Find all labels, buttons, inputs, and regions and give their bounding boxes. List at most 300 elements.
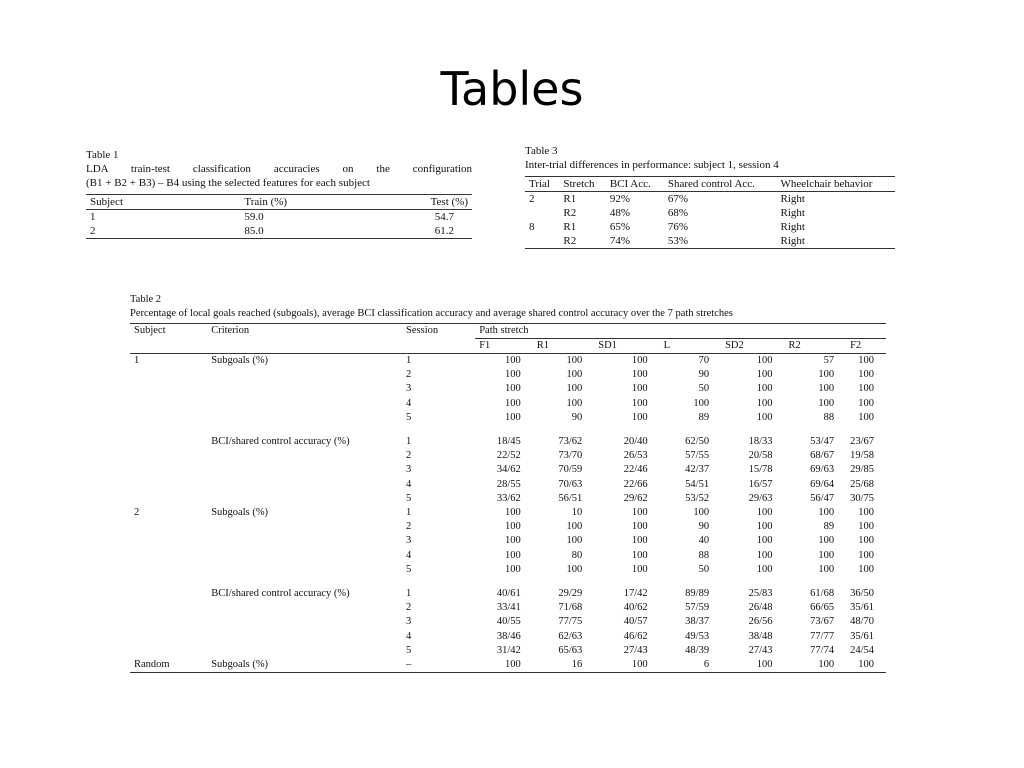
table-cell: 100 <box>858 659 874 671</box>
table-cell: 68% <box>667 207 689 219</box>
table-cell: 69/63 <box>810 464 835 476</box>
table-cell <box>207 397 402 411</box>
table-cell: 100 <box>631 369 648 381</box>
table-cell: 100 <box>631 411 648 423</box>
table-cell: Right <box>780 235 805 247</box>
table-cell: 100 <box>566 369 583 381</box>
table-cell: 40 <box>698 535 710 547</box>
table-cell: 27/43 <box>748 644 773 656</box>
table-cell: Right <box>780 207 805 219</box>
table-cell: 57/59 <box>685 602 710 614</box>
table-cell <box>207 563 402 577</box>
table-cell: 33/41 <box>496 602 521 614</box>
table-cell: 77/74 <box>810 644 835 656</box>
table-cell: 100 <box>631 383 648 395</box>
table-3-caption: Inter-trial differences in performance: subject 1, session 4 <box>525 159 779 171</box>
table-cell: 4 <box>406 630 412 642</box>
table-cell: 73/70 <box>558 450 583 462</box>
table-row <box>130 478 886 492</box>
table-2-stretch-header: SD1 <box>598 340 617 351</box>
table-cell: 23/67 <box>850 436 874 448</box>
table-cell: R1 <box>563 193 577 205</box>
table-cell: 15/78 <box>748 464 773 476</box>
table-cell: 62/63 <box>558 630 583 642</box>
table-cell: 100 <box>505 507 521 519</box>
table-row <box>130 506 886 520</box>
table-cell: 100 <box>818 549 835 561</box>
table-3-header: Shared control Acc. <box>667 178 755 190</box>
table-row <box>130 368 886 382</box>
table-cell: 61.2 <box>434 225 454 237</box>
table-cell: 100 <box>505 563 521 575</box>
table-cell: 4 <box>406 478 412 490</box>
table-cell: 100 <box>631 563 648 575</box>
table-row <box>130 534 886 548</box>
table-cell <box>207 368 402 382</box>
table-2-header: Subject <box>134 325 166 337</box>
table-cell <box>130 435 207 449</box>
table-cell <box>130 397 207 411</box>
table-cell: 19/58 <box>850 450 874 462</box>
table-cell: 3 <box>406 383 412 395</box>
table-cell: 22/52 <box>496 450 521 462</box>
table-row <box>130 658 886 673</box>
table-3-header-row <box>525 177 895 192</box>
table-cell: 80 <box>571 549 583 561</box>
table-cell: BCI/shared control accuracy (%) <box>211 436 350 448</box>
table-cell: Random <box>134 659 170 671</box>
table-cell: 100 <box>858 411 874 423</box>
table-cell: 42/37 <box>685 464 710 476</box>
table-cell <box>130 601 207 615</box>
table-cell: 100 <box>505 383 521 395</box>
table-cell: 85.0 <box>244 225 264 237</box>
table-2-stretch-header: R2 <box>788 340 801 351</box>
table-cell: 100 <box>756 369 773 381</box>
table-cell: 24/54 <box>850 644 874 656</box>
table-cell: 38/48 <box>748 630 773 642</box>
table-row <box>130 449 886 463</box>
table-cell: 1 <box>406 355 412 366</box>
table-2-header: Criterion <box>211 325 250 337</box>
table-row <box>130 382 886 396</box>
table-cell <box>207 478 402 492</box>
table-cell <box>130 382 207 396</box>
table-row <box>86 210 472 225</box>
table-2-caption: Percentage of local goals reached (subgoals), average BCI classification accuracy and average shared control accuracy over the 7 path stretches <box>130 308 733 319</box>
table-cell: 100 <box>756 507 773 519</box>
table-cell: 53/47 <box>810 436 835 448</box>
table-cell: 34/62 <box>496 464 521 476</box>
table-row <box>130 615 886 629</box>
table-cell <box>130 463 207 477</box>
table-cell: 54.7 <box>434 211 454 223</box>
table-cell <box>130 411 207 425</box>
table-cell: 100 <box>756 397 773 409</box>
table-cell: BCI/shared control accuracy (%) <box>211 588 350 600</box>
table-cell <box>207 382 402 396</box>
table-cell <box>207 615 402 629</box>
table-cell: 100 <box>505 369 521 381</box>
table-cell: 5 <box>406 411 412 423</box>
table-cell: 65% <box>609 221 630 233</box>
table-3-header: Wheelchair behavior <box>780 178 873 190</box>
table-cell: 6 <box>703 659 710 671</box>
table-cell: 40/61 <box>496 588 521 600</box>
table-cell: 92% <box>609 193 630 205</box>
table-cell: 100 <box>818 507 835 519</box>
table-cell: 40/62 <box>623 602 648 614</box>
table-cell <box>130 520 207 534</box>
table-cell: 100 <box>818 369 835 381</box>
table-cell: 36/50 <box>850 588 874 600</box>
table-row <box>130 644 886 658</box>
table-cell: 89 <box>698 411 710 423</box>
table-cell: 90 <box>571 411 583 423</box>
table-cell: 27/43 <box>623 644 648 656</box>
table-cell: 100 <box>566 383 583 395</box>
table-row <box>525 220 895 234</box>
table-cell: 25/83 <box>748 588 773 600</box>
table-cell <box>525 234 559 249</box>
table-cell: 59.0 <box>244 211 264 223</box>
table-cell: 100 <box>756 535 773 547</box>
table-cell: 100 <box>756 355 773 366</box>
table-1-header-row <box>86 195 472 210</box>
table-cell: R1 <box>563 221 577 233</box>
table-3-header: Trial <box>529 178 550 190</box>
table-cell <box>207 601 402 615</box>
table-cell: 29/85 <box>850 464 874 476</box>
table-cell: 100 <box>818 659 835 671</box>
table-cell: 3 <box>406 464 412 476</box>
table-cell: Right <box>780 193 805 205</box>
table-cell: 35/61 <box>850 630 874 642</box>
table-row <box>130 435 886 449</box>
table-cell: 3 <box>406 616 412 628</box>
table-cell: 18/33 <box>748 436 773 448</box>
table-cell: 3 <box>406 535 412 547</box>
table-cell: 100 <box>631 521 648 533</box>
table-1-caption-line2: (B1 + B2 + B3) – B4 using the selected features for each subject <box>86 177 370 189</box>
table-cell: 100 <box>566 521 583 533</box>
table-cell <box>130 644 207 658</box>
table-cell: 100 <box>756 549 773 561</box>
table-3-grid <box>525 176 895 249</box>
table-cell <box>207 463 402 477</box>
table-1-header: Test (%) <box>430 196 468 208</box>
table-cell: 33/62 <box>496 492 521 504</box>
table-cell: 90 <box>698 521 710 533</box>
table-cell: 100 <box>858 397 874 409</box>
table-cell <box>130 478 207 492</box>
table-cell <box>207 411 402 425</box>
table-cell: Subgoals (%) <box>211 355 269 366</box>
table-cell: 22/46 <box>623 464 648 476</box>
table-cell: 100 <box>858 535 874 547</box>
table-row <box>525 206 895 220</box>
table-cell: 29/63 <box>748 492 773 504</box>
table-cell <box>207 449 402 463</box>
table-cell: 1 <box>406 507 412 519</box>
table-cell: 56/51 <box>558 492 583 504</box>
row-gap <box>130 425 886 435</box>
table-cell: Subgoals (%) <box>211 659 269 671</box>
table-2-header: Path stretch <box>475 324 886 339</box>
table-2-stretch-header: F2 <box>850 340 862 351</box>
table-cell: 100 <box>693 397 710 409</box>
table-cell <box>130 449 207 463</box>
table-cell: 29/62 <box>623 492 648 504</box>
table-cell: 88 <box>698 549 710 561</box>
table-3-label: Table 3 <box>525 145 558 157</box>
table-cell: 50 <box>698 383 710 395</box>
table-cell: 20/40 <box>623 436 648 448</box>
table-cell <box>130 563 207 577</box>
table-cell: 66/65 <box>810 602 835 614</box>
table-cell: 100 <box>756 563 773 575</box>
table-cell: 48% <box>609 207 630 219</box>
table-cell: 4 <box>406 397 412 409</box>
table-cell: 100 <box>858 521 874 533</box>
table-cell: 25/68 <box>850 478 874 490</box>
table-cell: 100 <box>631 507 648 519</box>
table-cell: 2 <box>134 507 140 519</box>
table-2 <box>130 293 886 673</box>
table-row <box>130 587 886 601</box>
table-cell <box>207 534 402 548</box>
table-cell: 73/67 <box>810 616 835 628</box>
table-cell: 5 <box>406 563 412 575</box>
table-row <box>525 192 895 207</box>
table-1-header: Subject <box>90 196 123 208</box>
table-cell <box>130 615 207 629</box>
table-cell: 56/47 <box>810 492 835 504</box>
table-cell: R2 <box>563 235 577 247</box>
table-2-stretch-row <box>130 339 886 354</box>
table-cell: 100 <box>858 355 874 366</box>
table-cell: 100 <box>505 521 521 533</box>
table-cell: 1 <box>406 436 412 448</box>
table-cell: 40/55 <box>496 616 521 628</box>
table-cell: 100 <box>631 355 648 366</box>
table-cell: 2 <box>406 369 412 381</box>
table-cell: 57/55 <box>685 450 710 462</box>
table-2-stretch-header: F1 <box>479 340 491 351</box>
table-cell: 100 <box>818 535 835 547</box>
row-gap <box>130 577 886 587</box>
table-cell: 53/52 <box>685 492 710 504</box>
table-cell: 48/70 <box>850 616 874 628</box>
table-cell: 1 <box>90 211 96 223</box>
table-row <box>130 411 886 425</box>
table-cell: 70/63 <box>558 478 583 490</box>
table-cell: 89/89 <box>685 588 710 600</box>
table-3-header: Stretch <box>563 178 595 190</box>
table-cell <box>130 534 207 548</box>
table-row <box>525 234 895 249</box>
table-3-header: BCI Acc. <box>609 178 651 190</box>
table-cell <box>130 368 207 382</box>
table-cell: 49/53 <box>685 630 710 642</box>
table-cell: 100 <box>631 659 648 671</box>
table-row <box>130 397 886 411</box>
table-cell: 100 <box>566 355 583 366</box>
table-cell: 61/68 <box>810 588 835 600</box>
table-cell: 17/42 <box>623 588 648 600</box>
table-row <box>130 492 886 506</box>
table-1-grid <box>86 194 472 239</box>
table-cell: 100 <box>505 355 521 366</box>
table-cell: 50 <box>698 563 710 575</box>
table-cell: 1 <box>406 588 412 600</box>
table-2-header: Session <box>406 325 439 337</box>
table-3 <box>525 144 895 249</box>
table-2-header-row <box>130 324 886 339</box>
table-cell: 53% <box>667 235 689 247</box>
table-cell: 18/45 <box>496 436 521 448</box>
table-row <box>130 520 886 534</box>
table-cell: Subgoals (%) <box>211 507 269 519</box>
table-cell <box>130 587 207 601</box>
table-cell <box>130 492 207 506</box>
table-cell: 73/62 <box>558 436 583 448</box>
table-2-grid <box>130 323 886 673</box>
table-cell: 100 <box>818 563 835 575</box>
table-cell: 100 <box>756 659 773 671</box>
table-cell: 100 <box>858 549 874 561</box>
table-cell: 69/64 <box>810 478 835 490</box>
table-cell <box>207 520 402 534</box>
table-cell: 100 <box>566 397 583 409</box>
table-cell: 89 <box>823 521 835 533</box>
table-cell: 100 <box>858 383 874 395</box>
table-cell: 40/57 <box>623 616 648 628</box>
table-1-label: Table 1 <box>86 149 119 161</box>
table-cell: 31/42 <box>496 644 521 656</box>
table-cell: 100 <box>505 659 521 671</box>
table-cell <box>207 492 402 506</box>
table-cell: 5 <box>406 492 412 504</box>
table-cell: – <box>406 659 412 671</box>
table-cell: 68/67 <box>810 450 835 462</box>
table-cell: 100 <box>858 563 874 575</box>
table-cell: 100 <box>505 549 521 561</box>
table-cell: 90 <box>698 369 710 381</box>
table-2-stretch-header: L <box>663 340 671 351</box>
table-cell: 88 <box>823 411 835 423</box>
table-cell: 76% <box>667 221 689 233</box>
table-cell: 26/56 <box>748 616 773 628</box>
table-cell: 77/77 <box>810 630 835 642</box>
table-cell: 70 <box>698 355 710 366</box>
table-row <box>130 630 886 644</box>
table-cell: 46/62 <box>623 630 648 642</box>
table-cell: 28/55 <box>496 478 521 490</box>
table-cell: 100 <box>566 563 583 575</box>
table-cell: 100 <box>818 383 835 395</box>
table-cell: 100 <box>756 383 773 395</box>
table-cell: 5 <box>406 644 412 656</box>
table-cell: 2 <box>406 450 412 462</box>
table-row <box>130 463 886 477</box>
table-1 <box>86 148 472 239</box>
table-cell: 2 <box>90 225 96 237</box>
table-cell <box>525 206 559 220</box>
table-row <box>130 354 886 369</box>
table-cell <box>207 549 402 563</box>
table-row <box>130 549 886 563</box>
table-cell: 38/46 <box>496 630 521 642</box>
table-cell: 26/53 <box>623 450 648 462</box>
table-cell: 20/58 <box>748 450 773 462</box>
table-row <box>130 601 886 615</box>
table-cell: 77/75 <box>558 616 583 628</box>
table-cell <box>130 630 207 644</box>
table-cell: 22/66 <box>623 478 648 490</box>
table-cell: 100 <box>631 549 648 561</box>
table-cell: 2 <box>406 602 412 614</box>
table-cell: 16/57 <box>748 478 773 490</box>
table-2-label: Table 2 <box>130 294 162 305</box>
table-cell: 10 <box>571 507 583 519</box>
table-cell: 100 <box>858 507 874 519</box>
table-cell: 100 <box>756 521 773 533</box>
table-cell: 74% <box>609 235 630 247</box>
table-cell: 2 <box>529 193 535 205</box>
table-cell: 35/61 <box>850 602 874 614</box>
table-cell <box>207 644 402 658</box>
table-cell: 2 <box>406 521 412 533</box>
table-1-header: Train (%) <box>244 196 288 208</box>
table-cell: 29/29 <box>558 588 583 600</box>
table-row <box>86 224 472 239</box>
table-cell: 100 <box>818 397 835 409</box>
table-1-caption-line1: LDA train-test classification accuracies on the configuration <box>86 163 472 175</box>
table-cell: 100 <box>505 535 521 547</box>
table-cell: 26/48 <box>748 602 773 614</box>
table-cell: 62/50 <box>685 436 710 448</box>
table-cell <box>207 630 402 644</box>
table-cell: 30/75 <box>850 492 874 504</box>
table-cell: 1 <box>134 355 140 366</box>
table-cell: 16 <box>571 659 583 671</box>
table-cell: Right <box>780 221 805 233</box>
table-cell: 4 <box>406 549 412 561</box>
slide-title: Tables <box>440 62 584 116</box>
table-cell: 100 <box>631 535 648 547</box>
table-cell: 8 <box>529 221 535 233</box>
table-cell: 57 <box>823 355 835 366</box>
table-cell: 100 <box>505 411 521 423</box>
table-2-stretch-header: SD2 <box>725 340 744 351</box>
table-cell: 100 <box>756 411 773 423</box>
table-cell: 48/39 <box>685 644 710 656</box>
table-cell: 54/51 <box>685 478 710 490</box>
table-cell: 38/37 <box>685 616 710 628</box>
table-cell: 71/68 <box>558 602 583 614</box>
table-2-stretch-header: R1 <box>536 340 550 351</box>
table-cell: 67% <box>667 193 689 205</box>
table-row <box>130 563 886 577</box>
table-cell: 100 <box>631 397 648 409</box>
table-cell: 100 <box>505 397 521 409</box>
table-cell: 100 <box>693 507 710 519</box>
table-cell: R2 <box>563 207 577 219</box>
table-cell: 70/59 <box>558 464 583 476</box>
table-cell: 100 <box>566 535 583 547</box>
table-cell: 100 <box>858 369 874 381</box>
